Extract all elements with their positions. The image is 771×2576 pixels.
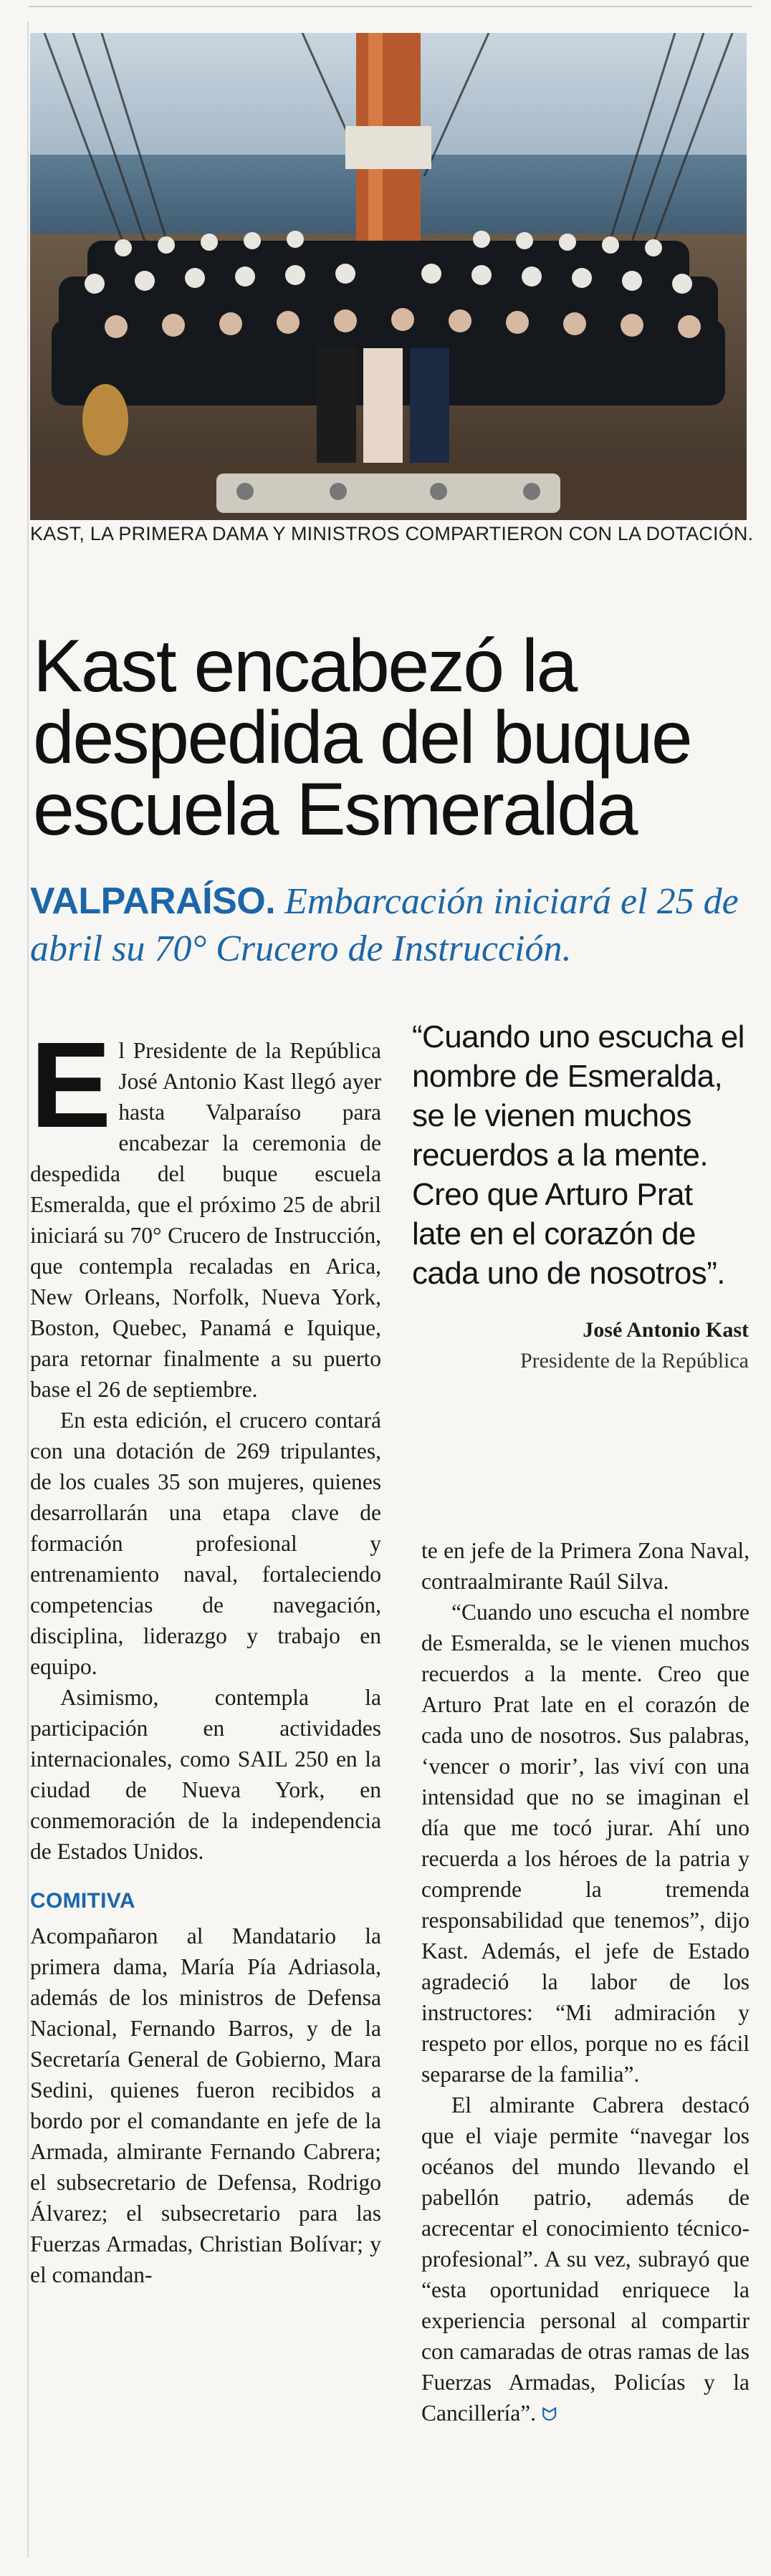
paragraph-7 — [421, 2090, 750, 2431]
paragraph-7-text: El almirante Cabrera destacó que el viaje permite “navegar los océanos del mundo llevando el pabellón patrio, además de acrecentar el conocimiento técnico-profesional”. A su vez, subrayó que “esta oportunidad enriquece la experiencia personal al compartir con camaradas de otras ramas de las Fuerzas Armadas, Policías y la Cancillería”. — [421, 2092, 750, 2426]
pull-quote-author: José Antonio Kast — [583, 1318, 749, 1342]
subheadline-text: Embarcación iniciará el 25 de abril su 70° Crucero de Instrucción. — [30, 881, 739, 969]
ship-deck-crew-photo — [30, 33, 747, 520]
end-mark-icon: ᗢ — [541, 2404, 557, 2426]
paragraph-6: “Cuando uno escucha el nombre de Esmeralda, se le vienen muchos recuerdos a la mente. Creo que Arturo Prat late en el corazón de cada uno de nosotros. Sus palabras, ‘vencer o morir’, las viví con una intensidad que no se imaginan el día que me tocó jurar. Ahí uno recuerda a los héroes de la patria y comprende la tremenda responsabilidad que tenemos”, dijo Kast. Además, el jefe de Estado agradeció la labor de los instructores: “Mi admiración y respeto por ellos, porque no es fácil separarse de la familia”. — [421, 1600, 750, 2087]
paragraph-2: En esta edición, el crucero contará con una dotación de 269 tripulantes, de los cuales 35 son mujeres, quienes desarrollarán una etapa clave de formación profesional y entrenamiento naval, fortaleciendo competencias de navegación, disciplina, liderazgo y trabajo en equipo. — [30, 1408, 381, 1679]
article-paragraph — [30, 1017, 381, 1405]
headline-line-1: Kast encabezó la — [33, 624, 576, 708]
pull-quote — [412, 1017, 749, 1376]
left-rule — [27, 21, 29, 2557]
pull-quote-text: “Cuando uno escucha el nombre de Esmeralda, se le vienen muchos recuerdos a la mente. Creo que Arturo Prat late en el corazón de cada uno de nosotros”. — [412, 1019, 744, 1291]
pull-quote-author-role: Presidente de la República — [519, 1349, 749, 1373]
headline — [33, 624, 750, 851]
top-rule — [29, 6, 752, 7]
article-column-left — [30, 1017, 381, 2290]
paragraph-4: Acompañaron al Mandatario la primera dama, María Pía Adriasola, además de los ministros de Defensa Nacional, Fernando Barros, y de la Secretaría General de Gobierno, Mara Sedini, quienes fueron recibidos a bordo por el comandante en jefe de la Armada, almirante Fernando Cabrera; el subsecretario de Defensa, Rodrigo Álvarez; el subsecretario para las Fuerzas Armadas, Christian Bolívar; y el comandan- — [30, 1923, 381, 2287]
headline-line-2: despedida del buque — [33, 696, 691, 779]
headline-line-3: escuela Esmeralda — [33, 767, 636, 851]
paragraph-1-text: l Presidente de la República José Antonio Kast llegó ayer hasta Valparaíso para encabezar la ceremonia de despedida del buque escuela Esmeralda, que el próximo 25 de abril iniciará su 70° Crucero de Instrucción, que contempla recaladas en Arica, New Orleans, Norfolk, Nueva York, Boston, Quebec, Panamá e Iquique, para retornar finalmente a su puerto base el 26 de septiembre. — [30, 1038, 381, 1402]
section-heading: COMITIVA — [30, 1889, 135, 1913]
drop-cap: E — [30, 1017, 112, 1153]
paragraph-3: Asimismo, contempla la participación en actividades internacionales, como SAIL 250 en la ciudad de Nueva York, en conmemoración de la independencia de Estados Unidos. — [30, 1685, 381, 1864]
paragraph-5: te en jefe de la Primera Zona Naval, contraalmirante Raúl Silva. — [421, 1538, 750, 1594]
dateline-location: VALPARAÍSO. — [30, 880, 276, 922]
photo-caption: KAST, LA PRIMERA DAMA Y MINISTROS COMPARTIERON CON LA DOTACIÓN. — [30, 523, 754, 544]
subheadline — [30, 878, 754, 973]
article-column-right — [421, 1535, 750, 2431]
